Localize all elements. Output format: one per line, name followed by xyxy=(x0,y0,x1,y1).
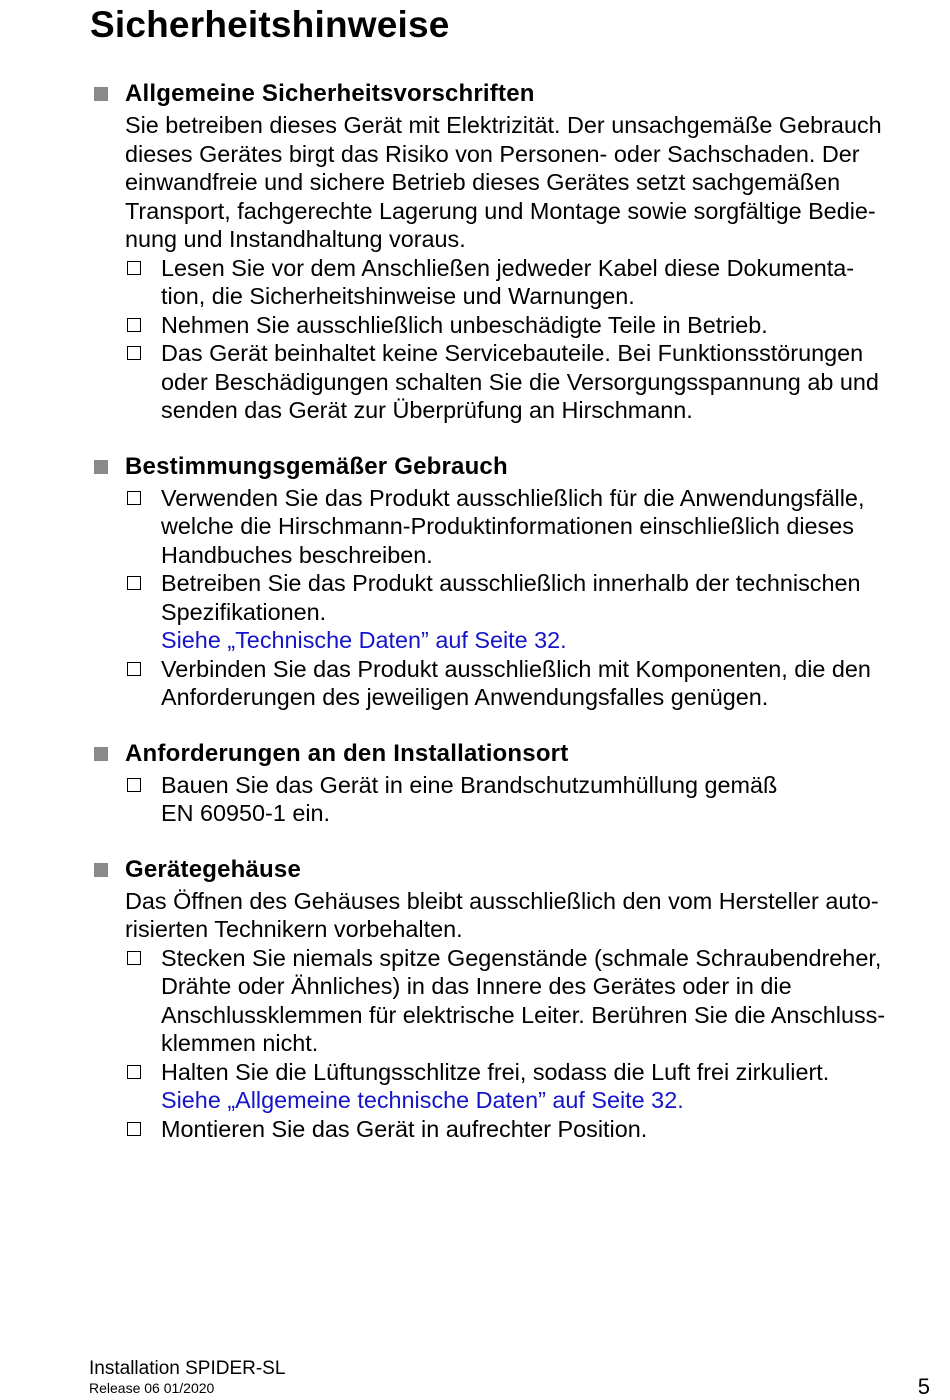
item-checkbox-icon xyxy=(127,261,141,275)
item-line: senden das Gerät zur Überprüfung an Hirschmann. xyxy=(161,397,693,423)
instruction-item xyxy=(90,569,935,655)
item-line: tion, die Sicherheitshinweise und Warnungen. xyxy=(161,283,635,309)
section-bullet-square-icon xyxy=(94,460,108,474)
section xyxy=(90,740,935,828)
instruction-item xyxy=(90,311,935,340)
item-checkbox-icon xyxy=(127,1122,141,1136)
item-line: Das Gerät beinhaltet keine Servicebauteile. Bei Funktionsstörungen xyxy=(161,340,864,366)
page-number: 5 xyxy=(917,1374,930,1399)
paragraph-line: risierten Technikern vorbehalten. xyxy=(125,916,463,942)
section-heading-text: Allgemeine Sicherheitsvorschriften xyxy=(125,80,535,107)
item-line: Halten Sie die Lüftungsschlitze frei, sodass die Luft frei zirkuliert. xyxy=(161,1058,830,1085)
section-bullet-square-icon xyxy=(94,87,108,101)
section xyxy=(90,856,935,1144)
item-line: Bauen Sie das Gerät in eine Brandschutzumhüllung gemäß xyxy=(161,771,778,798)
item-line: Handbuches beschreiben. xyxy=(161,541,433,568)
cross-reference-link[interactable]: Siehe „Technische Daten” auf Seite 32. xyxy=(161,627,567,653)
item-checkbox-icon xyxy=(127,778,141,792)
item-line: welche die Hirschmann-Produktinformationen einschließlich dieses xyxy=(161,513,854,539)
item-line: Verwenden Sie das Produkt ausschließlich für die Anwendungsfälle, xyxy=(161,484,865,511)
section-heading-text: Bestimmungsgemäßer Gebrauch xyxy=(125,452,508,480)
section-heading xyxy=(90,453,935,484)
paragraph-line: einwandfreie und sichere Betrieb dieses Gerätes setzt sachgemäßen xyxy=(125,169,841,195)
instruction-item xyxy=(90,339,935,425)
paragraph-line: dieses Gerätes birgt das Risiko von Personen- oder Sachschaden. Der xyxy=(125,140,860,167)
item-line: klemmen nicht. xyxy=(161,1030,319,1056)
item-line: Betreiben Sie das Produkt ausschließlich innerhalb der technischen xyxy=(161,570,861,596)
paragraph-line: nung und Instandhaltung voraus. xyxy=(125,226,466,252)
footer-release: Release 06 01/2020 xyxy=(89,1380,215,1396)
item-line: EN 60950-1 ein. xyxy=(161,800,331,826)
item-line: Stecken Sie niemals spitze Gegenstände (schmale Schraubendreher, xyxy=(161,944,882,971)
item-line: Drähte oder Ähnliches) in das Innere des Gerätes oder in die xyxy=(161,973,792,999)
instruction-item xyxy=(90,655,935,712)
instruction-item xyxy=(90,254,935,311)
paragraph-line: Sie betreiben dieses Gerät mit Elektrizität. Der unsachgemäße Gebrauch xyxy=(125,112,882,138)
item-line: Lesen Sie vor dem Anschließen jedweder Kabel diese Dokumenta- xyxy=(161,254,855,281)
page-title: Sicherheitshinweise xyxy=(90,4,450,45)
section-heading-text: Anforderungen an den Installationsort xyxy=(125,739,569,767)
cross-reference-link[interactable]: Siehe „Allgemeine technische Daten” auf Seite 32. xyxy=(161,1087,684,1113)
footer-document-title: Installation SPIDER-SL xyxy=(89,1358,286,1379)
instruction-item xyxy=(90,771,935,828)
instruction-item xyxy=(90,484,935,570)
item-line: Nehmen Sie ausschließlich unbeschädigte Teile in Betrieb. xyxy=(161,311,768,338)
page-content xyxy=(90,80,935,1171)
paragraph-line: Transport, fachgerechte Lagerung und Montage sowie sorgfältige Bedie- xyxy=(125,197,876,224)
section-bullet-square-icon xyxy=(94,863,108,877)
item-line: Montieren Sie das Gerät in aufrechter Position. xyxy=(161,1115,648,1142)
section xyxy=(90,453,935,712)
section-heading xyxy=(90,740,935,771)
section xyxy=(90,80,935,425)
item-line: Spezifikationen. xyxy=(161,598,327,625)
item-line: Verbinden Sie das Produkt ausschließlich mit Komponenten, die den xyxy=(161,655,871,682)
item-checkbox-icon xyxy=(127,662,141,676)
item-checkbox-icon xyxy=(127,951,141,965)
section-bullet-square-icon xyxy=(94,747,108,761)
item-line: Anschlussklemmen für elektrische Leiter. Berühren Sie die Anschluss- xyxy=(161,1001,886,1028)
section-heading xyxy=(90,856,935,887)
item-checkbox-icon xyxy=(127,318,141,332)
item-line: Anforderungen des jeweiligen Anwendungsfalles genügen. xyxy=(161,684,769,710)
instruction-item xyxy=(90,944,935,1058)
item-checkbox-icon xyxy=(127,491,141,505)
section-heading-text: Gerätegehäuse xyxy=(125,855,302,883)
instruction-item xyxy=(90,1115,935,1144)
section-heading xyxy=(90,80,935,111)
item-checkbox-icon xyxy=(127,1065,141,1079)
item-line: oder Beschädigungen schalten Sie die Versorgungsspannung ab und xyxy=(161,368,879,395)
item-checkbox-icon xyxy=(127,576,141,590)
paragraph-line: Das Öffnen des Gehäuses bleibt ausschließlich den vom Hersteller auto- xyxy=(125,887,879,914)
instruction-item xyxy=(90,1058,935,1115)
item-checkbox-icon xyxy=(127,346,141,360)
